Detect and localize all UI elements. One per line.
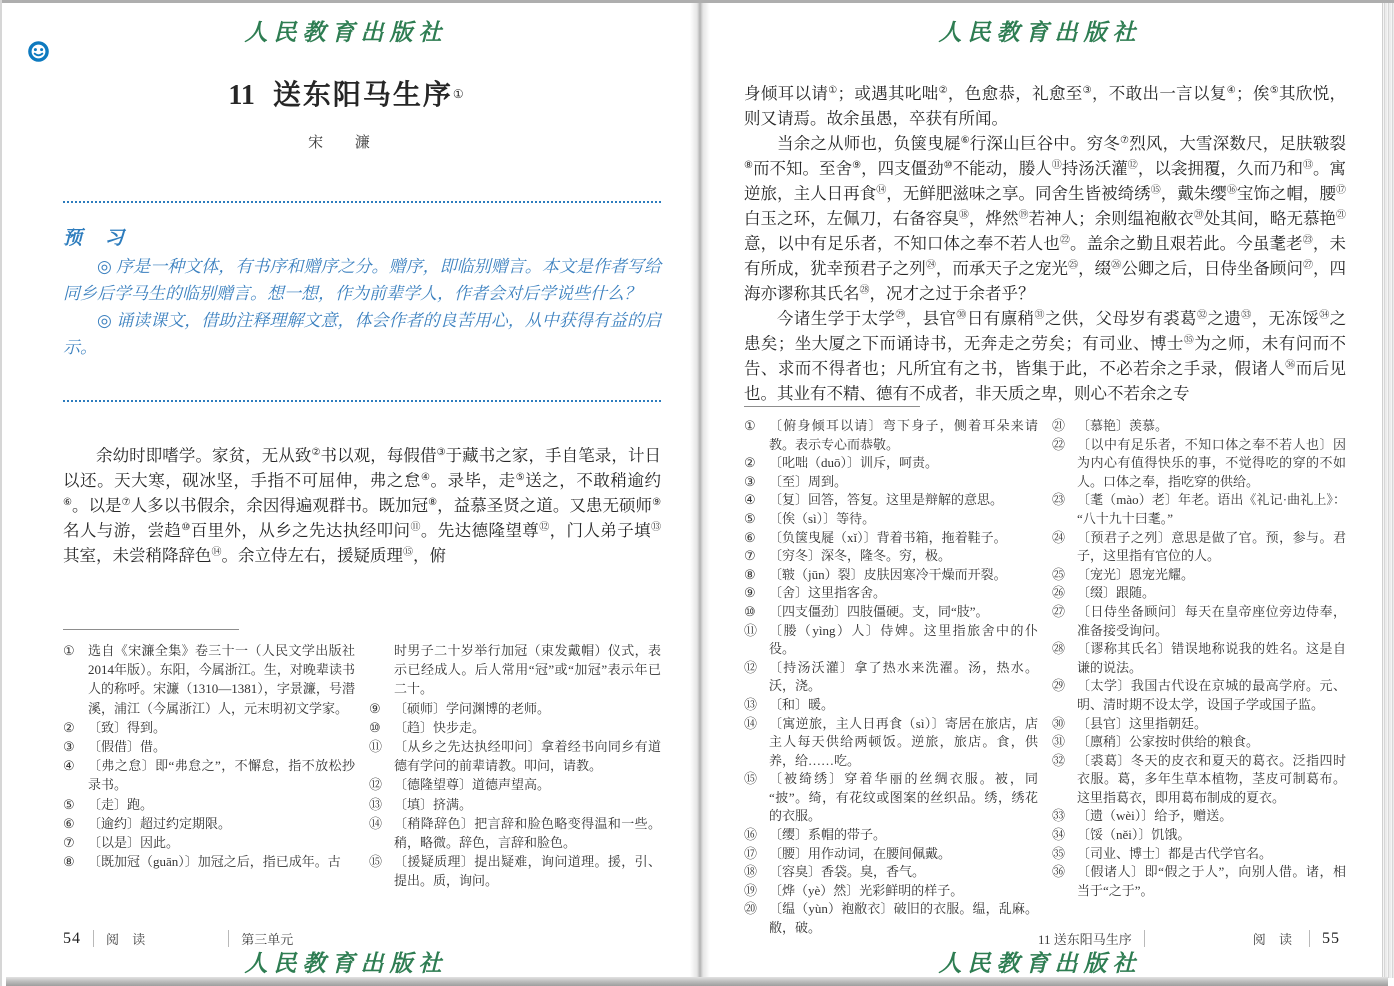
body-text-right — [744, 81, 1346, 406]
section-label: 阅 读 — [1252, 932, 1297, 947]
footnote-text: 〔趋〕快步走。 — [394, 719, 486, 735]
footnote-number: ㉘ — [1052, 641, 1066, 657]
dotted-rule-top — [63, 201, 661, 203]
footnote — [744, 900, 1038, 937]
page-number: 55 — [1322, 929, 1340, 947]
publisher-logo-top-right: 人民教育出版社 — [938, 19, 1142, 46]
footnote-text: 〔馁（něi）〕饥饿。 — [1077, 827, 1191, 843]
footnote-text: 〔以中有足乐者，不知口体之奉不若人也〕因为内心有值得快乐的事，不觉得吃的穿的不如人。口体之奉，指吃穿的供给。 — [1077, 436, 1346, 489]
body-paragraph: 余幼时即嗜学。家贫，无从致②书以观，每假借③于藏书之家，手自笔录，计日以还。天大寒，砚冰坚，手指不可屈伸，弗之怠④。录毕，走⑤送之，不敢稍逾约⑥。以是⑦人多以书假余，余因得遍观群书。既加冠⑧，益慕圣贤之道。又患无硕师⑨名人与游，尝趋⑩百里外，从乡之先达执经叩问⑪。先达德隆望尊⑫，门人弟子填⑬其室，未尝稍降辞色⑭。余立侍左右，援疑质理⑮，俯 — [63, 446, 662, 565]
footnote-text: 〔穷冬〕深冬，隆冬。穷，极。 — [769, 548, 952, 564]
footnote-number: ㉛ — [1052, 734, 1066, 750]
footnote-text: 〔司业、博士〕都是古代学官名。 — [1077, 845, 1273, 861]
footnote — [1052, 566, 1346, 585]
footnote-number: ㉟ — [1052, 845, 1066, 861]
footnote — [744, 659, 1038, 696]
footnote-number: ⑱ — [744, 864, 758, 880]
footnote — [744, 696, 1038, 715]
footnote — [744, 622, 1038, 659]
footnote-number: ④ — [63, 758, 75, 774]
footnote — [1052, 417, 1346, 436]
footnote-text: 〔宠光〕恩宠光耀。 — [1077, 566, 1195, 582]
preview-item: ◎ 序是一种文体，有书序和赠序之分。赠序，即临别赠言。本文是作者写给同乡后学马生的临别赠言。想一想，作为前辈学人，作者会对后学说些什么？ — [63, 257, 661, 303]
footnote-number: ㉒ — [1052, 436, 1066, 452]
footnote-text: 〔谬称其氏名〕错误地称说我的姓名。这是自谦的说法。 — [1077, 641, 1346, 675]
footnote — [63, 852, 355, 871]
footnote-number: ③ — [744, 473, 756, 489]
lesson-title-text: 送东阳马生序 — [272, 80, 453, 111]
footnote-number: ⑬ — [744, 696, 758, 712]
footnote-text: 选自《宋濂全集》卷三十一（人民文学出版社2014年版）。东阳，今属浙江。生，对晚辈读书人的称呼。宋濂（1310—1381），字景濂，号潜溪，浦江（今属浙江）人，元末明初文学家。 — [88, 643, 355, 716]
footnote-number: ⑥ — [63, 815, 75, 831]
footnote — [744, 454, 1038, 473]
footnote-number: ㉖ — [1052, 585, 1066, 601]
footnote-number: ② — [744, 455, 756, 471]
footnote-column-2 — [369, 641, 661, 891]
frame-top — [0, 0, 1394, 3]
publisher-logo-top-left: 人民教育出版社 — [244, 19, 448, 46]
body-text-left — [63, 443, 661, 568]
footnote-text: 〔复〕回答，答复。这里是辩解的意思。 — [769, 492, 1004, 508]
footnote-number: ⑨ — [369, 700, 381, 716]
footnote-number: ⑩ — [369, 719, 381, 735]
footnote-text: 〔以是〕因此。 — [88, 835, 180, 851]
lesson-label: 11 送东阳马生序 — [1037, 932, 1132, 947]
footnote — [744, 584, 1038, 603]
footnote-text: 〔和〕暖。 — [769, 696, 835, 712]
footnote-number: ⑮ — [744, 771, 758, 787]
footnote-text: 〔走〕跑。 — [88, 796, 154, 812]
book-gutter-shadow — [690, 3, 710, 977]
footnote-text: 〔俟（sì）〕等待。 — [769, 510, 876, 526]
footnote — [369, 775, 661, 794]
footnote-text: 〔耄（mào）老〕年老。语出《礼记·曲礼上》：“八十九十曰耄。” — [1077, 492, 1346, 526]
footnote-number: ⑩ — [744, 603, 756, 619]
footnote-number: ⑪ — [744, 622, 758, 638]
footnote-number: ④ — [744, 492, 756, 508]
footnote-number: ⑦ — [63, 835, 75, 851]
footnote-text: 〔缊（yùn）袍敝衣〕破旧的衣服。缊，乱麻。敝，破。 — [769, 901, 1038, 936]
preview-heading: 预 习 — [63, 228, 133, 249]
publisher-logo-bottom-left: 人民教育出版社 — [244, 950, 448, 977]
footnote-text: 〔缀〕跟随。 — [1077, 585, 1156, 601]
publisher-logo-bottom-right: 人民教育出版社 — [938, 950, 1142, 977]
preview-section — [63, 253, 661, 361]
footnote-rule-right — [744, 406, 920, 407]
footnote-number: ⑬ — [369, 796, 383, 812]
footnote-text: 〔四支僵劲〕四肢僵硬。支，同“肢”。 — [769, 603, 989, 619]
page-left — [2, 3, 690, 977]
footnote — [63, 833, 355, 852]
footnote — [1052, 491, 1346, 528]
footnote — [63, 718, 355, 737]
footnote-number: ㉚ — [1052, 715, 1066, 731]
footnote-number: ⑫ — [744, 659, 758, 675]
footnote-number: ㉙ — [1052, 678, 1066, 694]
body-paragraph-1: 身倾耳以请①；或遇其叱咄②，色愈恭，礼愈至③，不敢出一言以复④；俟⑤其欣悦，则又请焉。故余虽愚，卒获有所闻。 — [744, 84, 1347, 128]
footnote — [1052, 603, 1346, 640]
footnote — [744, 603, 1038, 622]
footnote — [369, 718, 661, 737]
footnote-text: 〔寓逆旅，主人日再食（sì）〕寄居在旅店，店主人每天供给两顿饭。逆旅，旅店。食，供养，给……吃。 — [769, 715, 1038, 768]
footnote — [1052, 715, 1346, 734]
unit-label: 第三单元 — [241, 932, 294, 947]
body-paragraph-2: 当余之从师也，负箧曳屣⑥行深山巨谷中。穷冬⑦烈风，大雪深数尺，足肤皲裂⑧而不知。至舍⑨，四支僵劲⑩不能动，媵人⑪持汤沃灌⑫，以衾拥覆，久而乃和⑬。寓逆旅，主人日再食⑭，无鲜肥滋味之享。同舍生皆被绮绣⑮，戴朱缨⑯宝饰之帽，腰⑰白玉之环，左佩刀，右备容臭⑱，烨然⑲若神人；余则缊袍敝衣⑳处其间，略无慕艳$^㉑$意，以中有足乐者，不知口体之奉不若人也$^㉒$。盖余之勤且艰若此。今虽耄老$^㉓$，未有所成，犹幸预君子之列$^㉔$，而承天子之宠光$^㉕$，缀$^㉖$公卿之后，日侍坐备顾问$^㉗$，四海亦谬称其氏名$^㉘$，况才之过于余者乎？ — [744, 134, 1347, 303]
footnote-number: ② — [63, 719, 75, 735]
footnote-text: 〔太学〕我国古代设在京城的最高学府。元、明、清时期不设太学，设国子学或国子监。 — [1077, 678, 1346, 712]
footnote-number: ⑯ — [744, 827, 758, 843]
footnote-text: 〔裘葛〕冬天的皮衣和夏天的葛衣。泛指四时衣服。葛，多年生草本植物，茎皮可制葛布。这里指葛衣，即用葛布制成的夏衣。 — [1077, 752, 1346, 805]
footnote-number: ㉔ — [1052, 529, 1066, 545]
footnote — [1052, 863, 1346, 900]
footnote-number: ⑧ — [744, 566, 756, 582]
dotted-rule-bottom — [63, 400, 661, 402]
footnote — [744, 845, 1038, 864]
footnote — [1052, 733, 1346, 752]
footnote — [63, 795, 355, 814]
smiley-annotation-icon[interactable] — [28, 41, 49, 62]
footnote-number: ⑭ — [369, 815, 383, 831]
footnote-text: 〔填〕挤满。 — [394, 796, 473, 812]
footnote-text: 〔至〕周到。 — [769, 473, 848, 489]
footnote — [1052, 752, 1346, 808]
footnote-number: ⑲ — [744, 882, 758, 898]
footnote-text: 〔持汤沃灌〕拿了热水来洗濯。汤，热水。沃，浇。 — [769, 659, 1038, 694]
footnote-number: ① — [63, 643, 75, 658]
footnotes-left — [63, 641, 661, 891]
body-paragraph-3: 今诸生学于太学$^㉙$，县官$^㉚$日有廪稍$^㉛$之供，父母岁有裘葛$^㉜$之遗$^㉝$，无冻馁$^㉞$之患矣；坐大厦之下而诵诗书，无奔走之劳矣；有司业、博士$^㉟$为之师，未有问而不告、求而不得者也；凡所宜有之书，皆集于此，不必若余之手录，假诸人$^㊱$而后见也。其业有不精、德有不成者，非天质之卑，则心不若余之专 — [744, 309, 1347, 403]
footnote-text: 〔廪稍〕公家按时供给的粮食。 — [1077, 734, 1260, 750]
footnote-number: ⑳ — [744, 901, 758, 917]
footnote-text: 〔预君子之列〕意思是做了官。预，参与。君子，这里指有官位的人。 — [1077, 529, 1346, 564]
footnote — [369, 795, 661, 814]
footnote — [63, 641, 355, 718]
footnote-number: ⑤ — [63, 796, 75, 812]
footnote — [744, 715, 1038, 771]
footnote — [744, 473, 1038, 492]
preview-item: ◎ 诵读课文，借助注释理解文意，体会作者的良苦用心，从中获得有益的启示。 — [63, 311, 661, 357]
footnote-text: 〔慕艳〕羡慕。 — [1077, 418, 1169, 433]
footnote — [63, 756, 355, 794]
frame-left — [0, 0, 2, 986]
footnote-text: 〔弗之怠〕即“弗怠之”，不懈怠，指不放松抄录书。 — [88, 758, 355, 793]
footnote-column-1 — [744, 417, 1038, 938]
footnote-text: 〔腰〕用作动词，在腰间佩戴。 — [769, 845, 952, 861]
footnote — [369, 852, 661, 890]
footnote-number: ③ — [63, 739, 75, 755]
footnote-rule-left — [63, 629, 239, 630]
footnote — [369, 641, 661, 699]
footnote — [63, 737, 355, 756]
lesson-number: 11 — [228, 80, 255, 111]
footnote-number: ㊱ — [1052, 864, 1066, 880]
footnote-number: ⑤ — [744, 510, 756, 526]
footnote — [1052, 436, 1346, 492]
footnote — [744, 510, 1038, 529]
footnote-text: 〔被绮绣〕穿着华丽的丝绸衣服。被，同“披”。绮，有花纹或图案的丝织品。绣，绣花的衣服。 — [769, 771, 1038, 824]
footnote — [1052, 807, 1346, 826]
footnote-text: 〔皲（jūn）裂〕皮肤因寒冷干燥而开裂。 — [769, 566, 1007, 582]
footnote-text: 〔容臭〕香袋。臭，香气。 — [769, 864, 926, 880]
footnote-number: ㉝ — [1052, 808, 1066, 824]
footnote — [744, 529, 1038, 548]
footnote-text: 〔逾约〕超过约定期限。 — [88, 815, 232, 831]
footnote-text: 〔日侍坐备顾问〕每天在皇帝座位旁边侍奉，准备接受询问。 — [1077, 603, 1346, 638]
footnote-text: 〔负箧曳屣（xǐ）〕背着书箱，拖着鞋子。 — [769, 529, 1007, 545]
footnote — [1052, 640, 1346, 677]
lesson-title — [2, 73, 690, 113]
footnote — [1052, 584, 1346, 603]
footnote-number — [369, 641, 394, 699]
author-name: 宋 濂 — [308, 135, 384, 151]
footnote-text: 〔德隆望尊〕道德声望高。 — [394, 777, 551, 793]
footnote-text: 〔叱咄（duō）〕训斥，呵责。 — [769, 455, 939, 471]
footnote — [369, 814, 661, 852]
page-right — [696, 3, 1384, 977]
footnote-text: 〔假诸人〕即“假之于人”，向别人借。诸，相当于“之于”。 — [1077, 864, 1346, 898]
footnote-number: ⑭ — [744, 715, 758, 731]
footnote — [744, 547, 1038, 566]
footnote-text: 〔俯身倾耳以请〕弯下身子，侧着耳朵来请教。表示专心而恭敬。 — [769, 418, 1038, 452]
page-stack-edge-right — [1382, 3, 1394, 978]
footnote-number: ⑫ — [369, 777, 383, 793]
footnote — [744, 491, 1038, 510]
footnote-number: ㉞ — [1052, 827, 1066, 843]
footnote — [744, 882, 1038, 901]
footnote-text: 时男子二十岁举行加冠（束发戴帽）仪式，表示已经成人。后人常用“冠”或“加冠”表示年已二十。 — [394, 643, 661, 697]
footnote-number: ⑧ — [63, 854, 75, 870]
footnote-text: 〔从乡之先达执经叩问〕拿着经书向同乡有道德有学问的前辈请教。叩问，请教。 — [394, 739, 661, 774]
footnote — [744, 417, 1038, 454]
footnote-text: 〔硕师〕学问渊博的老师。 — [394, 700, 551, 716]
footnote-text: 〔援疑质理〕提出疑难，询问道理。援，引、提出。质，询问。 — [394, 854, 661, 889]
footnote-number: ⑮ — [369, 854, 383, 870]
footnote-text: 〔稍降辞色〕把言辞和脸色略变得温和一些。稍，略微。辞色，言辞和脸色。 — [394, 815, 661, 851]
footnote-text: 〔致〕得到。 — [88, 719, 167, 735]
footnote-column-1 — [63, 641, 355, 891]
footnote-number: ⑦ — [744, 548, 756, 564]
footnote — [744, 770, 1038, 826]
footnote — [744, 826, 1038, 845]
footnote-text: 〔烨（yè）然〕光彩鲜明的样子。 — [769, 882, 964, 898]
footnotes-right — [744, 417, 1346, 938]
footnote-number: ① — [744, 418, 756, 433]
footnote-text: 〔媵（yìng）人〕侍婢。这里指旅舍中的仆役。 — [769, 622, 1038, 657]
footnote-number: ㉕ — [1052, 566, 1066, 582]
page-number: 54 — [63, 929, 81, 947]
footnote-number: ⑪ — [369, 739, 383, 755]
footnote-text: 〔缨〕系帽的带子。 — [769, 827, 887, 843]
footnote — [1052, 677, 1346, 714]
page-stack-edge-bottom — [6, 977, 1388, 986]
footnote — [1052, 826, 1346, 845]
footnote-number: ㉓ — [1052, 492, 1066, 508]
footnote-text: 〔既加冠（guān）〕加冠之后，指已成年。古 — [88, 854, 341, 870]
footnote-column-2 — [1052, 417, 1346, 938]
footnote-number: ㉑ — [1052, 418, 1066, 433]
footnote — [1052, 845, 1346, 864]
footnote — [744, 566, 1038, 585]
footnote-text: 〔县官〕这里指朝廷。 — [1077, 715, 1208, 731]
footnote — [63, 814, 355, 833]
footnote — [744, 863, 1038, 882]
title-note-ref: ① — [452, 87, 464, 101]
footnote — [369, 699, 661, 718]
footnote-number: ⑰ — [744, 845, 758, 861]
footnote-number: ⑥ — [744, 529, 756, 545]
footnote — [1052, 529, 1346, 566]
footnote-text: 〔舍〕这里指客舍。 — [769, 585, 887, 601]
section-label: 阅 读 — [106, 932, 151, 947]
footnote-number: ㉗ — [1052, 603, 1066, 619]
footnote-text: 〔遗（wèi）〕给予，赠送。 — [1077, 808, 1233, 824]
footnote-number: ⑨ — [744, 585, 756, 601]
footnote — [369, 737, 661, 775]
footnote-text: 〔假借〕借。 — [88, 739, 167, 755]
footnote-number: ㉜ — [1052, 752, 1066, 768]
